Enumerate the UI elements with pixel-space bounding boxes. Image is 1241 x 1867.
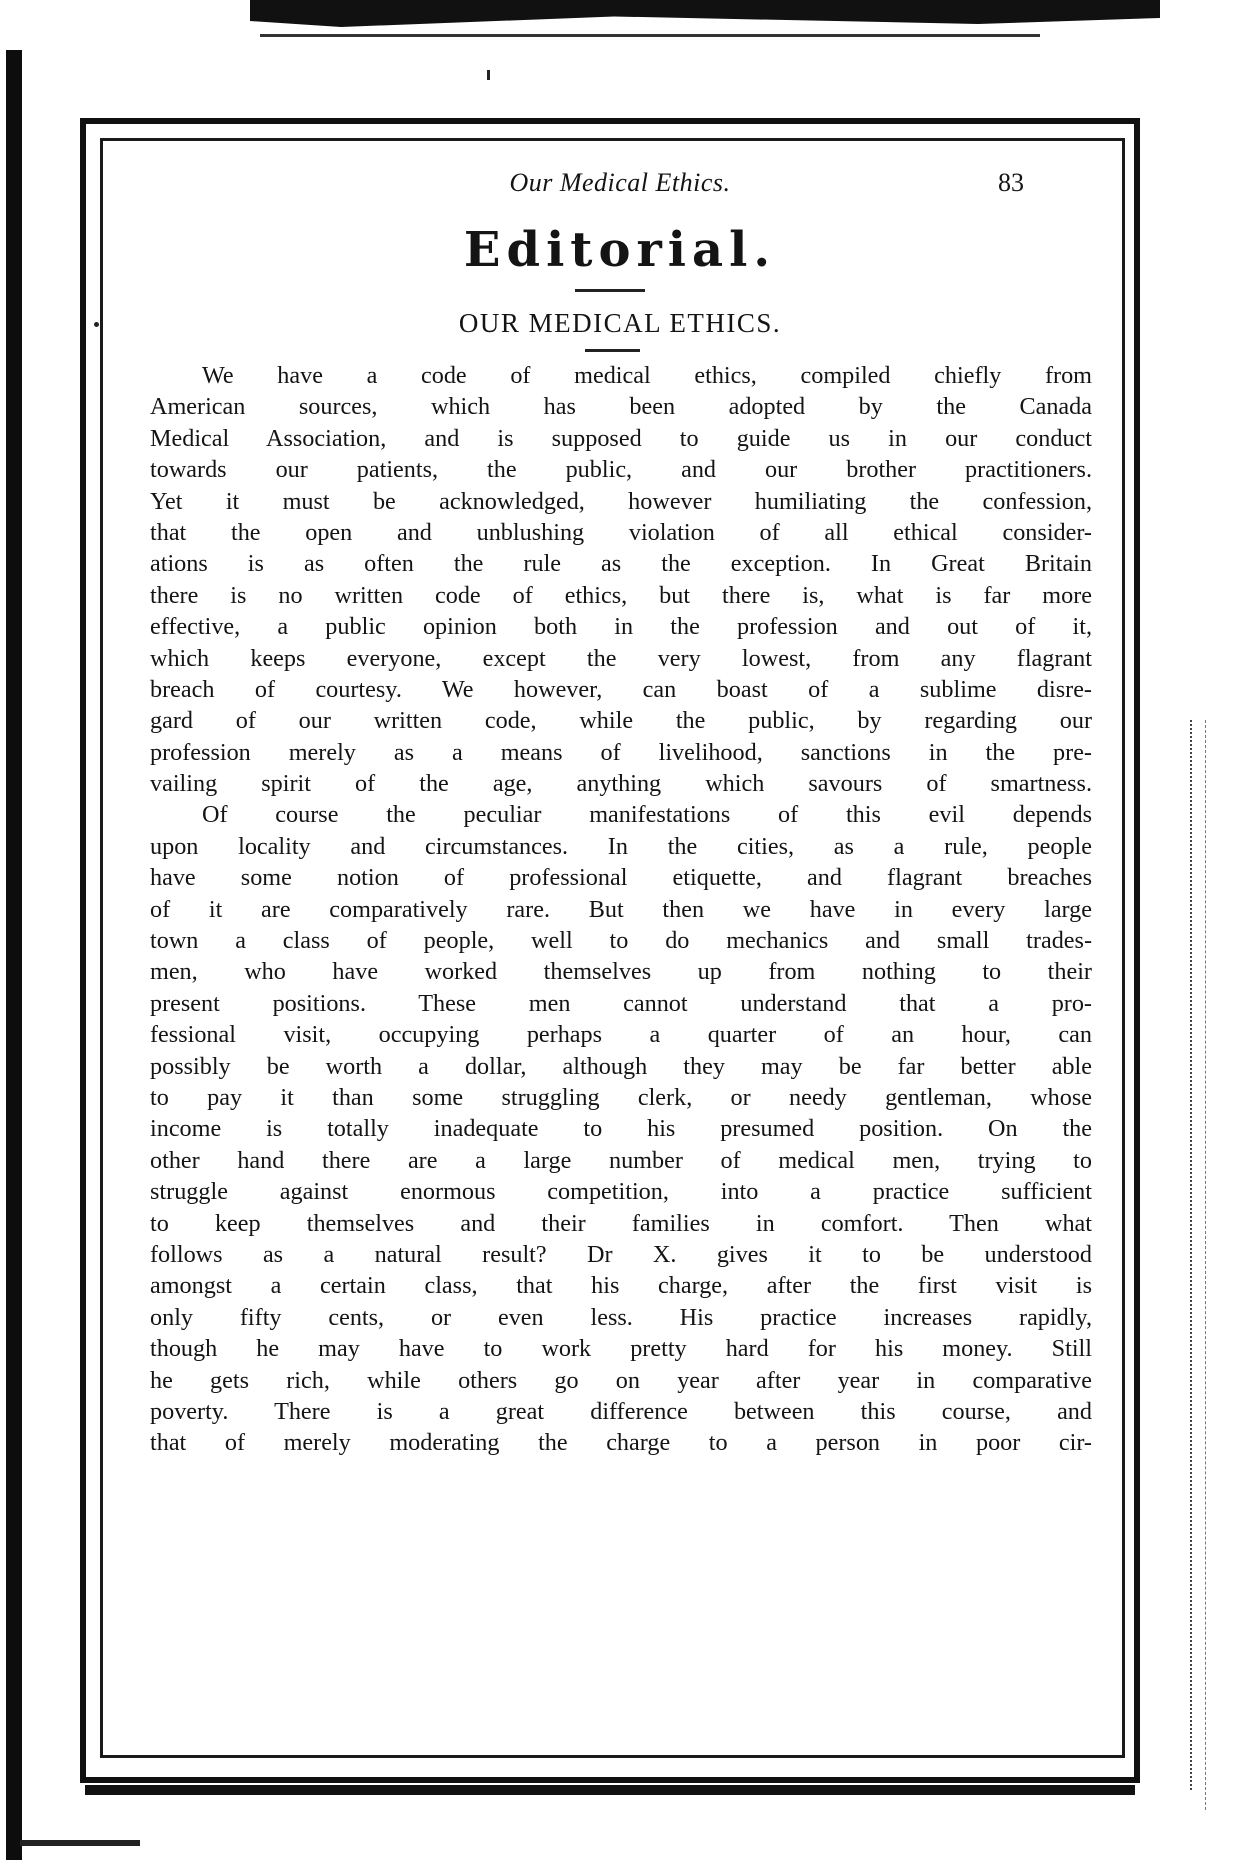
text-line: fessional visit, occupying perhaps a quarter of an hour, can <box>150 1021 1092 1049</box>
text-line: breach of courtesy. We however, can boast of a sublime disre- <box>150 675 1092 703</box>
text-line: towards our patients, the public, and our brother practitioners. <box>150 456 1092 484</box>
text-line: present positions. These men cannot understand that a pro- <box>150 989 1092 1017</box>
text-line: he gets rich, while others go on year after year in comparative <box>150 1366 1092 1394</box>
article-divider <box>585 349 640 352</box>
text-line: there is no written code of ethics, but there is, what is far more <box>150 581 1092 609</box>
scan-edge-right <box>1190 720 1198 1790</box>
article-title: OUR MEDICAL ETHICS. <box>458 308 782 338</box>
text-line: effective, a public opinion both in the profession and out of it, <box>150 613 1092 641</box>
text-line: possibly be worth a dollar, although they may be far better able <box>150 1052 1092 1080</box>
text-line: struggle against enormous competition, into a practice sufficient <box>150 1178 1092 1206</box>
text-line: Yet it must be acknowledged, however humiliating the confession, <box>150 487 1092 515</box>
text-line: ations is as often the rule as the exception. In Great Britain <box>150 550 1092 578</box>
text-line: town a class of people, well to do mechanics and small trades- <box>150 927 1092 955</box>
margin-dot <box>94 322 99 327</box>
title-divider <box>575 289 645 292</box>
text-line: Of course the peculiar manifestations of this evil depends <box>202 801 1092 829</box>
scan-artifact-rule <box>260 34 1040 37</box>
text-line: We have a code of medical ethics, compiled chiefly from <box>202 362 1092 389</box>
paragraph <box>150 360 1092 799</box>
page-frame-bottom-band <box>85 1785 1135 1795</box>
text-line: of it are comparatively rare. But then we have in every large <box>150 895 1092 923</box>
article-body <box>150 360 1092 1459</box>
paragraph <box>150 799 1092 1458</box>
text-line: to keep themselves and their families in comfort. Then what <box>150 1209 1092 1237</box>
text-line: to pay it than some struggling clerk, or needy gentleman, whose <box>150 1083 1092 1111</box>
text-line: other hand there are a large number of medical men, trying to <box>150 1146 1092 1174</box>
text-line: poverty. There is a great difference between this course, and <box>150 1397 1092 1425</box>
scan-artifact-top <box>250 0 1160 30</box>
text-line: that the open and unblushing violation of all ethical consider- <box>150 518 1092 546</box>
scan-edge-left <box>6 50 22 1860</box>
running-title: Our Medical Ethics. <box>509 168 731 197</box>
text-line: though he may have to work pretty hard for his money. Still <box>150 1335 1092 1363</box>
text-line: follows as a natural result? Dr X. gives it to be understood <box>150 1240 1092 1268</box>
scan-artifact-bottom-left <box>20 1840 140 1846</box>
text-line: gard of our written code, while the public, by regarding our <box>150 707 1092 735</box>
text-line: upon locality and circumstances. In the cities, as a rule, people <box>150 832 1092 860</box>
scan-speck <box>487 70 490 80</box>
page-number: 83 <box>998 168 1024 197</box>
text-line: American sources, which has been adopted by the Canada <box>150 393 1092 421</box>
text-line: that of merely moderating the charge to a person in poor cir- <box>150 1429 1092 1457</box>
text-line: amongst a certain class, that his charge, after the first visit is <box>150 1272 1092 1300</box>
text-line: which keeps everyone, except the very lowest, from any flagrant <box>150 644 1092 672</box>
text-line: profession merely as a means of livelihood, sanctions in the pre- <box>150 738 1092 766</box>
text-line: only fifty cents, or even less. His practice increases rapidly, <box>150 1303 1092 1331</box>
scan-edge-right-secondary <box>1205 720 1212 1810</box>
text-line: Medical Association, and is supposed to guide us in our conduct <box>150 424 1092 452</box>
text-line: income is totally inadequate to his presumed position. On the <box>150 1115 1092 1143</box>
text-line: men, who have worked themselves up from nothing to their <box>150 958 1092 986</box>
section-title: Editorial. <box>463 222 777 278</box>
text-line: have some notion of professional etiquette, and flagrant breaches <box>150 864 1092 892</box>
text-line: vailing spirit of the age, anything which savours of smartness. <box>150 770 1092 798</box>
